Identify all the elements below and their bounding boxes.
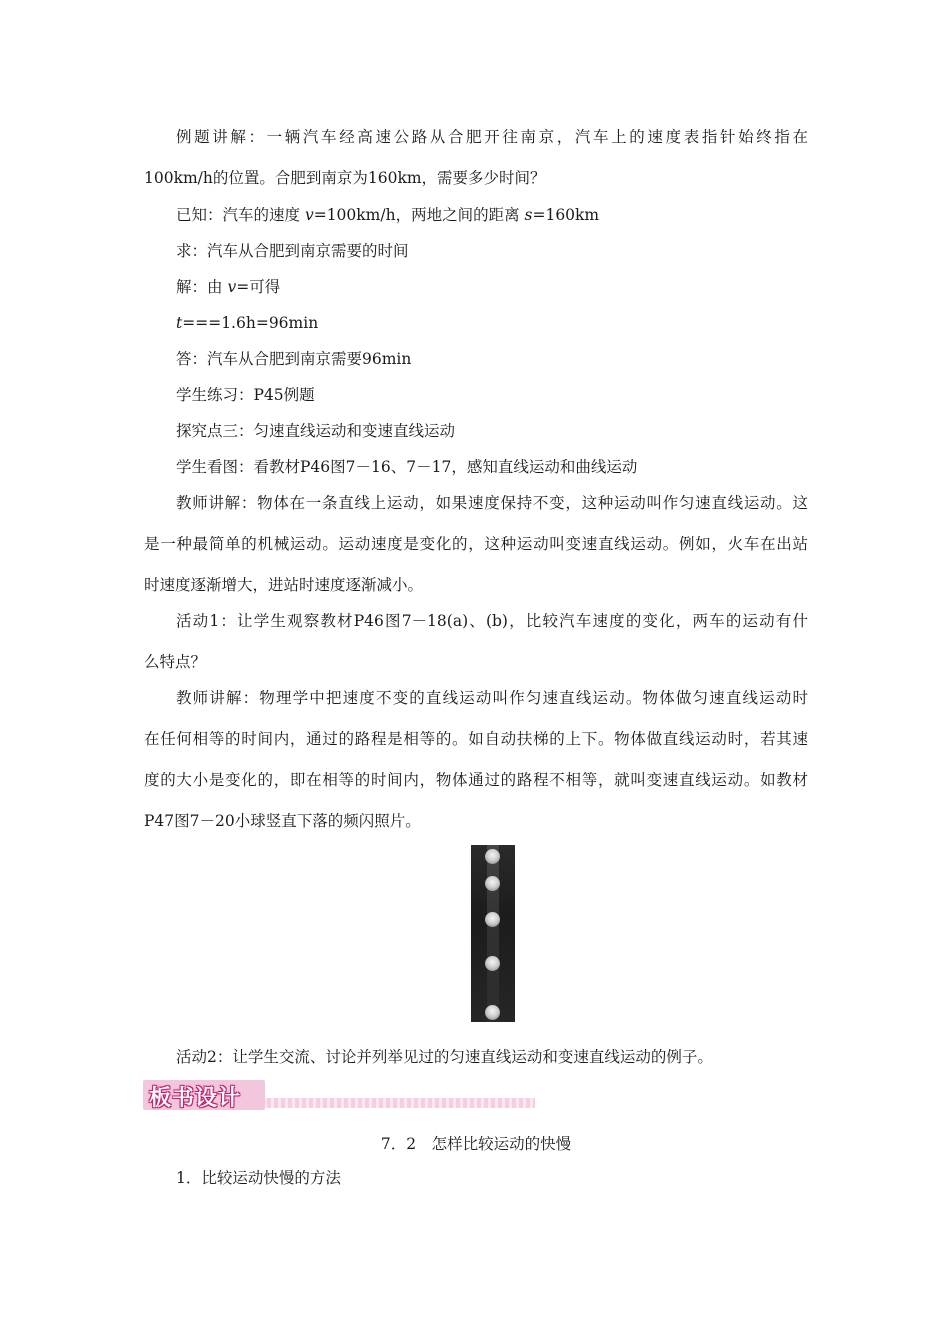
ball-image-1 bbox=[485, 849, 500, 864]
var-v-solve: v bbox=[227, 278, 237, 296]
ball-image-4 bbox=[485, 956, 500, 971]
solve-end: =可得 bbox=[236, 278, 281, 296]
look-line: 学生看图：看教材P46图7－16、7－17，感知直线运动和曲线运动 bbox=[176, 458, 638, 476]
find-line: 求：汽车从合肥到南京需要的时间 bbox=[176, 242, 409, 260]
banner-title: 板书设计 bbox=[149, 1086, 242, 1111]
ball-image-2 bbox=[485, 876, 500, 891]
known-line bbox=[176, 205, 808, 225]
activity1-line2: 么特点？ bbox=[144, 653, 207, 671]
answer-line: 答：汽车从合肥到南京需要96min bbox=[176, 350, 412, 368]
formula-rest: ===1.6h=96min bbox=[182, 314, 319, 332]
explore-heading: 探究点三：匀速直线运动和变速直线运动 bbox=[176, 422, 456, 440]
ball-image-3 bbox=[485, 912, 500, 927]
known-end: =160km bbox=[532, 206, 600, 224]
formula-line bbox=[176, 313, 808, 333]
teacher1-line2: 是一种最简单的机械运动。运动速度是变化的，这种运动叫变速直线运动。例如，火车在出站 bbox=[144, 535, 808, 553]
var-s: s bbox=[524, 206, 533, 224]
solve-line bbox=[176, 277, 808, 297]
var-v: v bbox=[304, 206, 314, 224]
teacher1-line1: 教师讲解：物体在一条直线上运动，如果速度保持不变，这种运动叫作匀速直线运动。这 bbox=[176, 494, 808, 512]
banner-dotted-strip bbox=[253, 1098, 535, 1108]
section-title: 7．2 怎样比较运动的快慢 bbox=[380, 1135, 572, 1153]
activity1-line1: 活动1：让学生观察教材P46图7－18(a)、(b)，比较汽车速度的变化，两车的运动有什 bbox=[176, 612, 808, 630]
solve-label: 解：由 bbox=[176, 278, 228, 296]
teacher2-line4: P47图7－20小球竖直下落的频闪照片。 bbox=[144, 812, 421, 830]
photo-light-streak bbox=[487, 845, 499, 1022]
example-text-line2: 100km/h的位置。合肥到南京为160km，需要多少时间？ bbox=[144, 169, 546, 187]
known-mid: =100km/h，两地之间的距离 bbox=[313, 206, 525, 224]
strobe-photo-falling-ball bbox=[471, 845, 515, 1022]
practice-line: 学生练习：P45例题 bbox=[176, 386, 315, 404]
var-t: t bbox=[176, 314, 183, 332]
teacher2-line1: 教师讲解：物理学中把速度不变的直线运动叫作匀速直线运动。物体做匀速直线运动时 bbox=[176, 689, 808, 707]
known-label: 已知：汽车的速度 bbox=[176, 206, 305, 224]
activity2-line: 活动2：让学生交流、讨论并列举见过的匀速直线运动和变速直线运动的例子。 bbox=[176, 1048, 713, 1066]
ball-image-5 bbox=[485, 1005, 500, 1020]
teacher2-line3: 度的大小是变化的，即在相等的时间内，物体通过的路程不相等，就叫变速直线运动。如教材 bbox=[144, 771, 808, 789]
teacher1-line3: 时速度逐渐增大，进站时速度逐渐减小。 bbox=[144, 576, 424, 594]
example-text-line1: 例题讲解：一辆汽车经高速公路从合肥开往南京，汽车上的速度表指针始终指在 bbox=[176, 128, 808, 146]
board-design-banner bbox=[143, 1080, 535, 1110]
teacher2-line2: 在任何相等的时间内，通过的路程是相等的。如自动扶梯的上下。物体做直线运动时，若其速 bbox=[144, 730, 808, 748]
item-1: 1．比较运动快慢的方法 bbox=[176, 1169, 341, 1187]
